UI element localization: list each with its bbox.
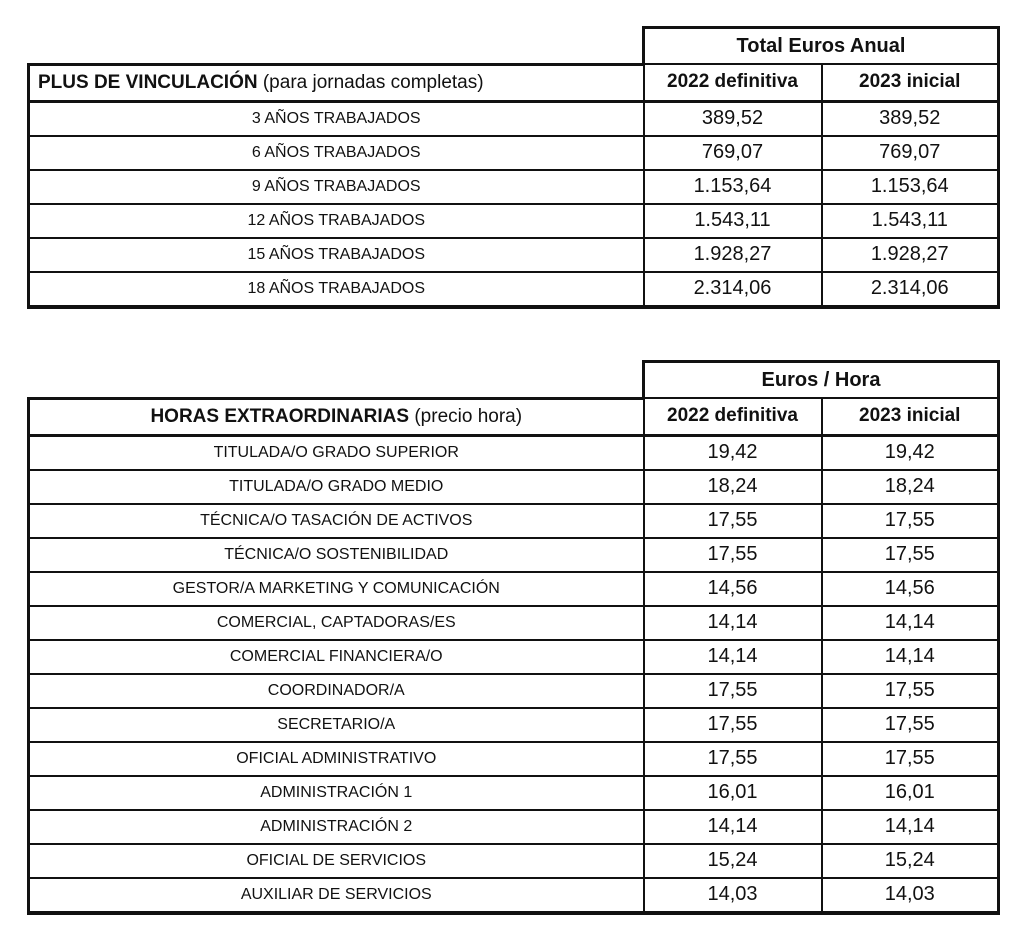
row-label: TÉCNICA/O SOSTENIBILIDAD [29, 538, 644, 572]
value-2022: 14,14 [644, 606, 822, 640]
value-2022: 17,55 [644, 742, 822, 776]
value-2022: 17,55 [644, 504, 822, 538]
value-2023: 14,14 [822, 606, 999, 640]
group-header: Euros / Hora [644, 362, 999, 399]
plus-vinculacion-table [27, 26, 1000, 309]
column-header-2022: 2022 definitiva [644, 64, 822, 101]
table-row [29, 538, 999, 572]
value-2022: 14,03 [644, 878, 822, 913]
row-label: 6 AÑOS TRABAJADOS [29, 136, 644, 170]
table-row [29, 504, 999, 538]
value-2022: 16,01 [644, 776, 822, 810]
value-2022: 15,24 [644, 844, 822, 878]
row-label: SECRETARIO/A [29, 708, 644, 742]
value-2023: 19,42 [822, 435, 999, 470]
blank-corner [29, 28, 644, 65]
value-2022: 1.928,27 [644, 238, 822, 272]
table-row [29, 708, 999, 742]
table-row [29, 470, 999, 504]
value-2023: 2.314,06 [822, 272, 999, 307]
value-2023: 14,56 [822, 572, 999, 606]
row-label: ADMINISTRACIÓN 1 [29, 776, 644, 810]
table-row [29, 238, 999, 272]
value-2022: 1.543,11 [644, 204, 822, 238]
table-title [29, 398, 644, 435]
value-2023: 17,55 [822, 708, 999, 742]
table-row [29, 136, 999, 170]
table-title [29, 64, 644, 101]
row-label: GESTOR/A MARKETING Y COMUNICACIÓN [29, 572, 644, 606]
value-2022: 17,55 [644, 674, 822, 708]
value-2023: 389,52 [822, 101, 999, 136]
value-2022: 1.153,64 [644, 170, 822, 204]
table-row [29, 776, 999, 810]
row-label: TITULADA/O GRADO SUPERIOR [29, 435, 644, 470]
column-header-2023: 2023 inicial [822, 64, 999, 101]
value-2022: 14,14 [644, 640, 822, 674]
horas-extraordinarias-table [27, 360, 1000, 915]
row-label: 15 AÑOS TRABAJADOS [29, 238, 644, 272]
value-2022: 17,55 [644, 708, 822, 742]
value-2023: 17,55 [822, 504, 999, 538]
table-row [29, 742, 999, 776]
value-2022: 389,52 [644, 101, 822, 136]
row-label: 18 AÑOS TRABAJADOS [29, 272, 644, 307]
value-2023: 18,24 [822, 470, 999, 504]
value-2022: 2.314,06 [644, 272, 822, 307]
title-bold: HORAS EXTRAORDINARIAS [150, 405, 410, 427]
row-label: COMERCIAL, CAPTADORAS/ES [29, 606, 644, 640]
row-label: COMERCIAL FINANCIERA/O [29, 640, 644, 674]
value-2023: 14,03 [822, 878, 999, 913]
row-label: OFICIAL ADMINISTRATIVO [29, 742, 644, 776]
value-2023: 17,55 [822, 742, 999, 776]
value-2023: 17,55 [822, 674, 999, 708]
table-row [29, 572, 999, 606]
value-2023: 14,14 [822, 810, 999, 844]
row-label: COORDINADOR/A [29, 674, 644, 708]
row-label: AUXILIAR DE SERVICIOS [29, 878, 644, 913]
row-label: 12 AÑOS TRABAJADOS [29, 204, 644, 238]
value-2022: 14,14 [644, 810, 822, 844]
table-row [29, 101, 999, 136]
table-row [29, 674, 999, 708]
value-2022: 18,24 [644, 470, 822, 504]
value-2022: 769,07 [644, 136, 822, 170]
title-bold: PLUS DE VINCULACIÓN [38, 71, 258, 93]
value-2023: 1.153,64 [822, 170, 999, 204]
group-header: Total Euros Anual [644, 28, 999, 65]
value-2022: 19,42 [644, 435, 822, 470]
row-label: OFICIAL DE SERVICIOS [29, 844, 644, 878]
row-label: ADMINISTRACIÓN 2 [29, 810, 644, 844]
row-label: 3 AÑOS TRABAJADOS [29, 101, 644, 136]
value-2023: 15,24 [822, 844, 999, 878]
value-2023: 17,55 [822, 538, 999, 572]
row-label: TÉCNICA/O TASACIÓN DE ACTIVOS [29, 504, 644, 538]
title-note: (para jornadas completas) [257, 71, 484, 93]
value-2023: 1.543,11 [822, 204, 999, 238]
table-row [29, 170, 999, 204]
table-row [29, 844, 999, 878]
value-2023: 16,01 [822, 776, 999, 810]
value-2022: 14,56 [644, 572, 822, 606]
value-2023: 769,07 [822, 136, 999, 170]
table-row [29, 435, 999, 470]
row-label: TITULADA/O GRADO MEDIO [29, 470, 644, 504]
column-header-2022: 2022 definitiva [644, 398, 822, 435]
row-label: 9 AÑOS TRABAJADOS [29, 170, 644, 204]
table-row [29, 878, 999, 913]
table-row [29, 204, 999, 238]
column-header-2023: 2023 inicial [822, 398, 999, 435]
table-row [29, 640, 999, 674]
value-2022: 17,55 [644, 538, 822, 572]
blank-corner [29, 362, 644, 399]
value-2023: 1.928,27 [822, 238, 999, 272]
table-row [29, 272, 999, 307]
table-row [29, 606, 999, 640]
title-note: (precio hora) [409, 405, 523, 427]
table-row [29, 810, 999, 844]
value-2023: 14,14 [822, 640, 999, 674]
